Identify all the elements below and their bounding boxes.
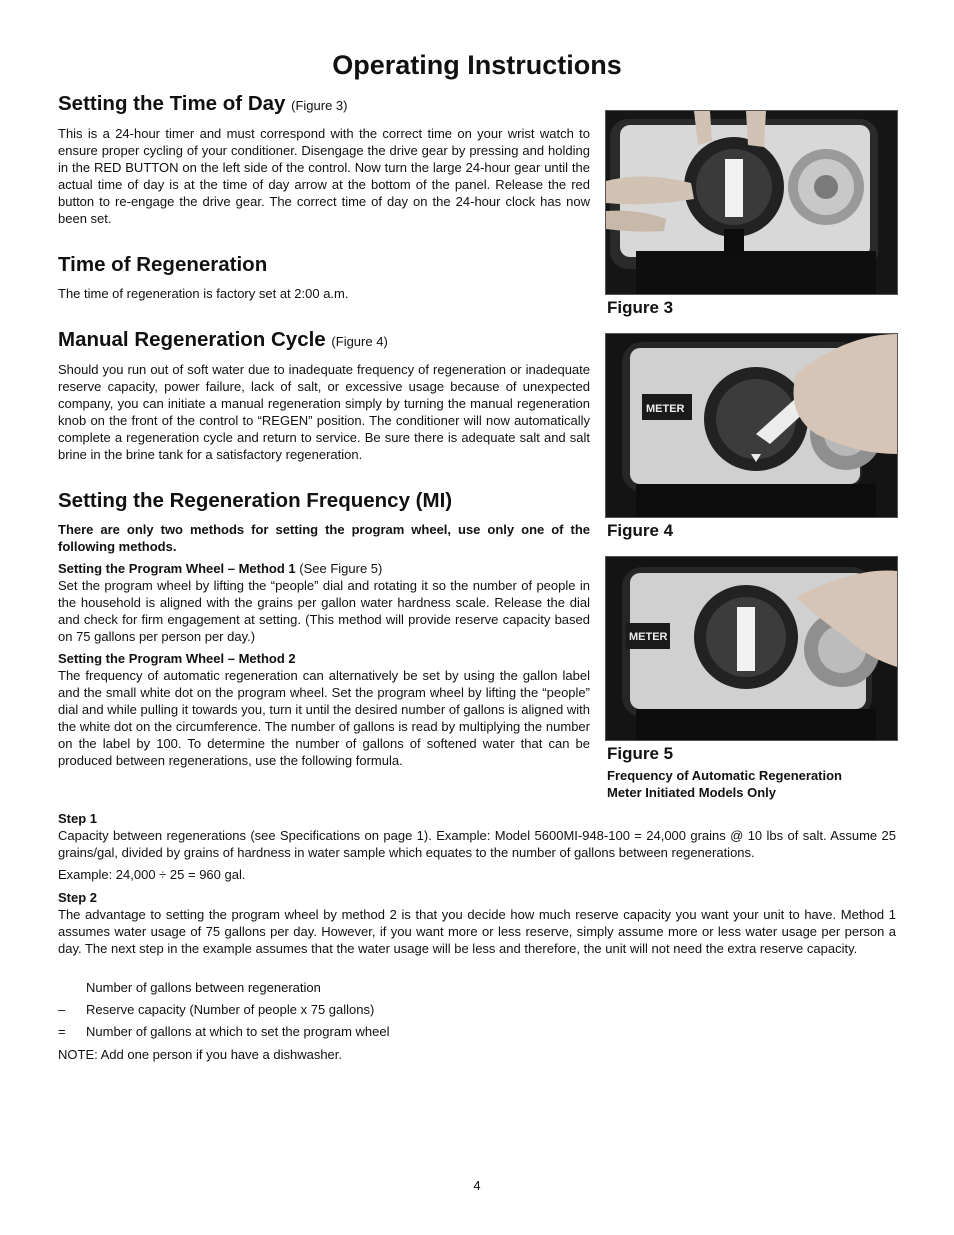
time-of-day-body: This is a 24-hour timer and must correspond with the correct time on your wrist watch to ensure proper cycling of your conditioner. Disengage the drive gear by pressing and holding in the RED BUTTON on the left side of the control. Now turn the large 24-hour gear until the actual time of day is at the time of day arrow at the bottom of the panel. Release the red button to re-engage the drive gear. The correct time of day on the 24-hour clock has now been set. xyxy=(58,125,590,226)
method1-title-text: Setting the Program Wheel – Method 1 xyxy=(58,561,296,577)
formula-symbol: = xyxy=(58,1024,66,1039)
meter-text: METER xyxy=(629,631,668,643)
figure-5-caption-line2: Meter Initiated Models Only xyxy=(607,785,777,800)
section-heading-manual-regen xyxy=(58,328,590,353)
step1-title: Step 1 xyxy=(58,811,98,826)
manual-regen-body: Should you run out of soft water due to inadequate frequency of regeneration or inadequate reserve capacity, power failure, lack of salt, or excessive usage because of unexpected company, you can initiate a manual regeneration simply by turning the manual regeneration knob on the front of the control to “REGEN” position. The conditioner will now automatically complete a regeneration cycle and return to service. Be sure there is adequate salt and salt brine in the brine tank for a satisfactory regeneration. xyxy=(58,361,590,462)
meter-text: METER xyxy=(646,403,685,415)
step1-body: Capacity between regenerations (see Specifications on page 1). Example: Model 5600MI-948-100 = 24,000 grains @ 10 lbs of salt. Assume 25 grains/gal, divided by grains of hardness in water sample which equates to the number of gallons between regenerations. xyxy=(58,828,896,860)
step2-title: Step 2 xyxy=(58,890,98,905)
figure-4-photo xyxy=(605,333,898,518)
method2-body: The frequency of automatic regeneration can alternatively be set by using the gallon label and the small white dot on the program wheel. Set the program wheel by lifting the “people” dial and while pulling it towards you, turn it until the desired number of gallons is aligned with the white dot on the circumference. The number of gallons is read by multiplying the number on the label by 100. To determine the number of gallons of softened water that can be produced between regenerations, use the following formula. xyxy=(58,668,590,769)
control-panel-illustration xyxy=(606,557,897,740)
page-title: Operating Instructions xyxy=(332,50,622,80)
figure-4-label: Figure 4 xyxy=(607,521,674,540)
step1-example: Example: 24,000 ÷ 25 = 960 gal. xyxy=(58,867,246,882)
formula-text: Number of gallons at which to set the program wheel xyxy=(86,1024,390,1039)
step2-body: The advantage to setting the program wheel by method 2 is that you decide how much reserve capacity you want your unit to have. Method 1 assumes water usage of 75 gallons per day. However, if you want more or less reserve, simply assume more or less water usage per person a day. The next step in the example assumes that the water usage will be less and therefore, the unit will not need the extra reserve capacity. xyxy=(58,907,896,956)
figure-3-photo xyxy=(605,110,898,295)
figure-5-label: Figure 5 xyxy=(607,744,674,763)
section-heading-time-of-day xyxy=(58,92,590,117)
left-column xyxy=(58,90,590,769)
method1-ref: (See Figure 5) xyxy=(299,561,383,577)
time-of-regen-body: The time of regeneration is factory set at 2:00 a.m. xyxy=(58,286,349,302)
formula-text: Reserve capacity (Number of people x 75 gallons) xyxy=(86,1002,375,1017)
control-panel-illustration xyxy=(606,334,897,517)
figure-3-label: Figure 3 xyxy=(607,298,674,317)
method1-body: Set the program wheel by lifting the “people” dial and rotating it so the number of people in the household is aligned with the grains per gallon water hardness scale. Release the dial and check for firm engagement at setting. (This method will provide reserve capacity based on 75 gallons per person per day.) xyxy=(58,578,590,645)
formula-row xyxy=(58,1001,374,1018)
page-number: 4 xyxy=(473,1178,481,1193)
dishwasher-note: NOTE: Add one person if you have a dishwasher. xyxy=(58,1047,343,1062)
heading-text: Manual Regeneration Cycle xyxy=(58,328,326,352)
control-panel-illustration xyxy=(606,111,897,294)
heading-text: Setting the Time of Day xyxy=(58,92,286,115)
figure-5-caption-line1: Frequency of Automatic Regeneration xyxy=(607,768,842,783)
figure-ref: (Figure 3) xyxy=(291,98,348,113)
method2-title: Setting the Program Wheel – Method 2 xyxy=(58,651,296,667)
formula-row xyxy=(58,979,321,996)
formula-symbol: – xyxy=(58,1002,66,1017)
regen-freq-intro: There are only two methods for setting the program wheel, use only one of the following methods. xyxy=(58,522,590,555)
figure-5-photo xyxy=(605,556,898,741)
section-heading-time-of-regen: Time of Regeneration xyxy=(58,252,268,276)
section-heading-regen-freq: Setting the Regeneration Frequency (MI) xyxy=(58,488,453,512)
formula-row xyxy=(58,1023,390,1040)
figure-ref: (Figure 4) xyxy=(331,334,388,350)
formula-text: Number of gallons between regeneration xyxy=(86,980,321,995)
method1-title xyxy=(58,560,590,577)
